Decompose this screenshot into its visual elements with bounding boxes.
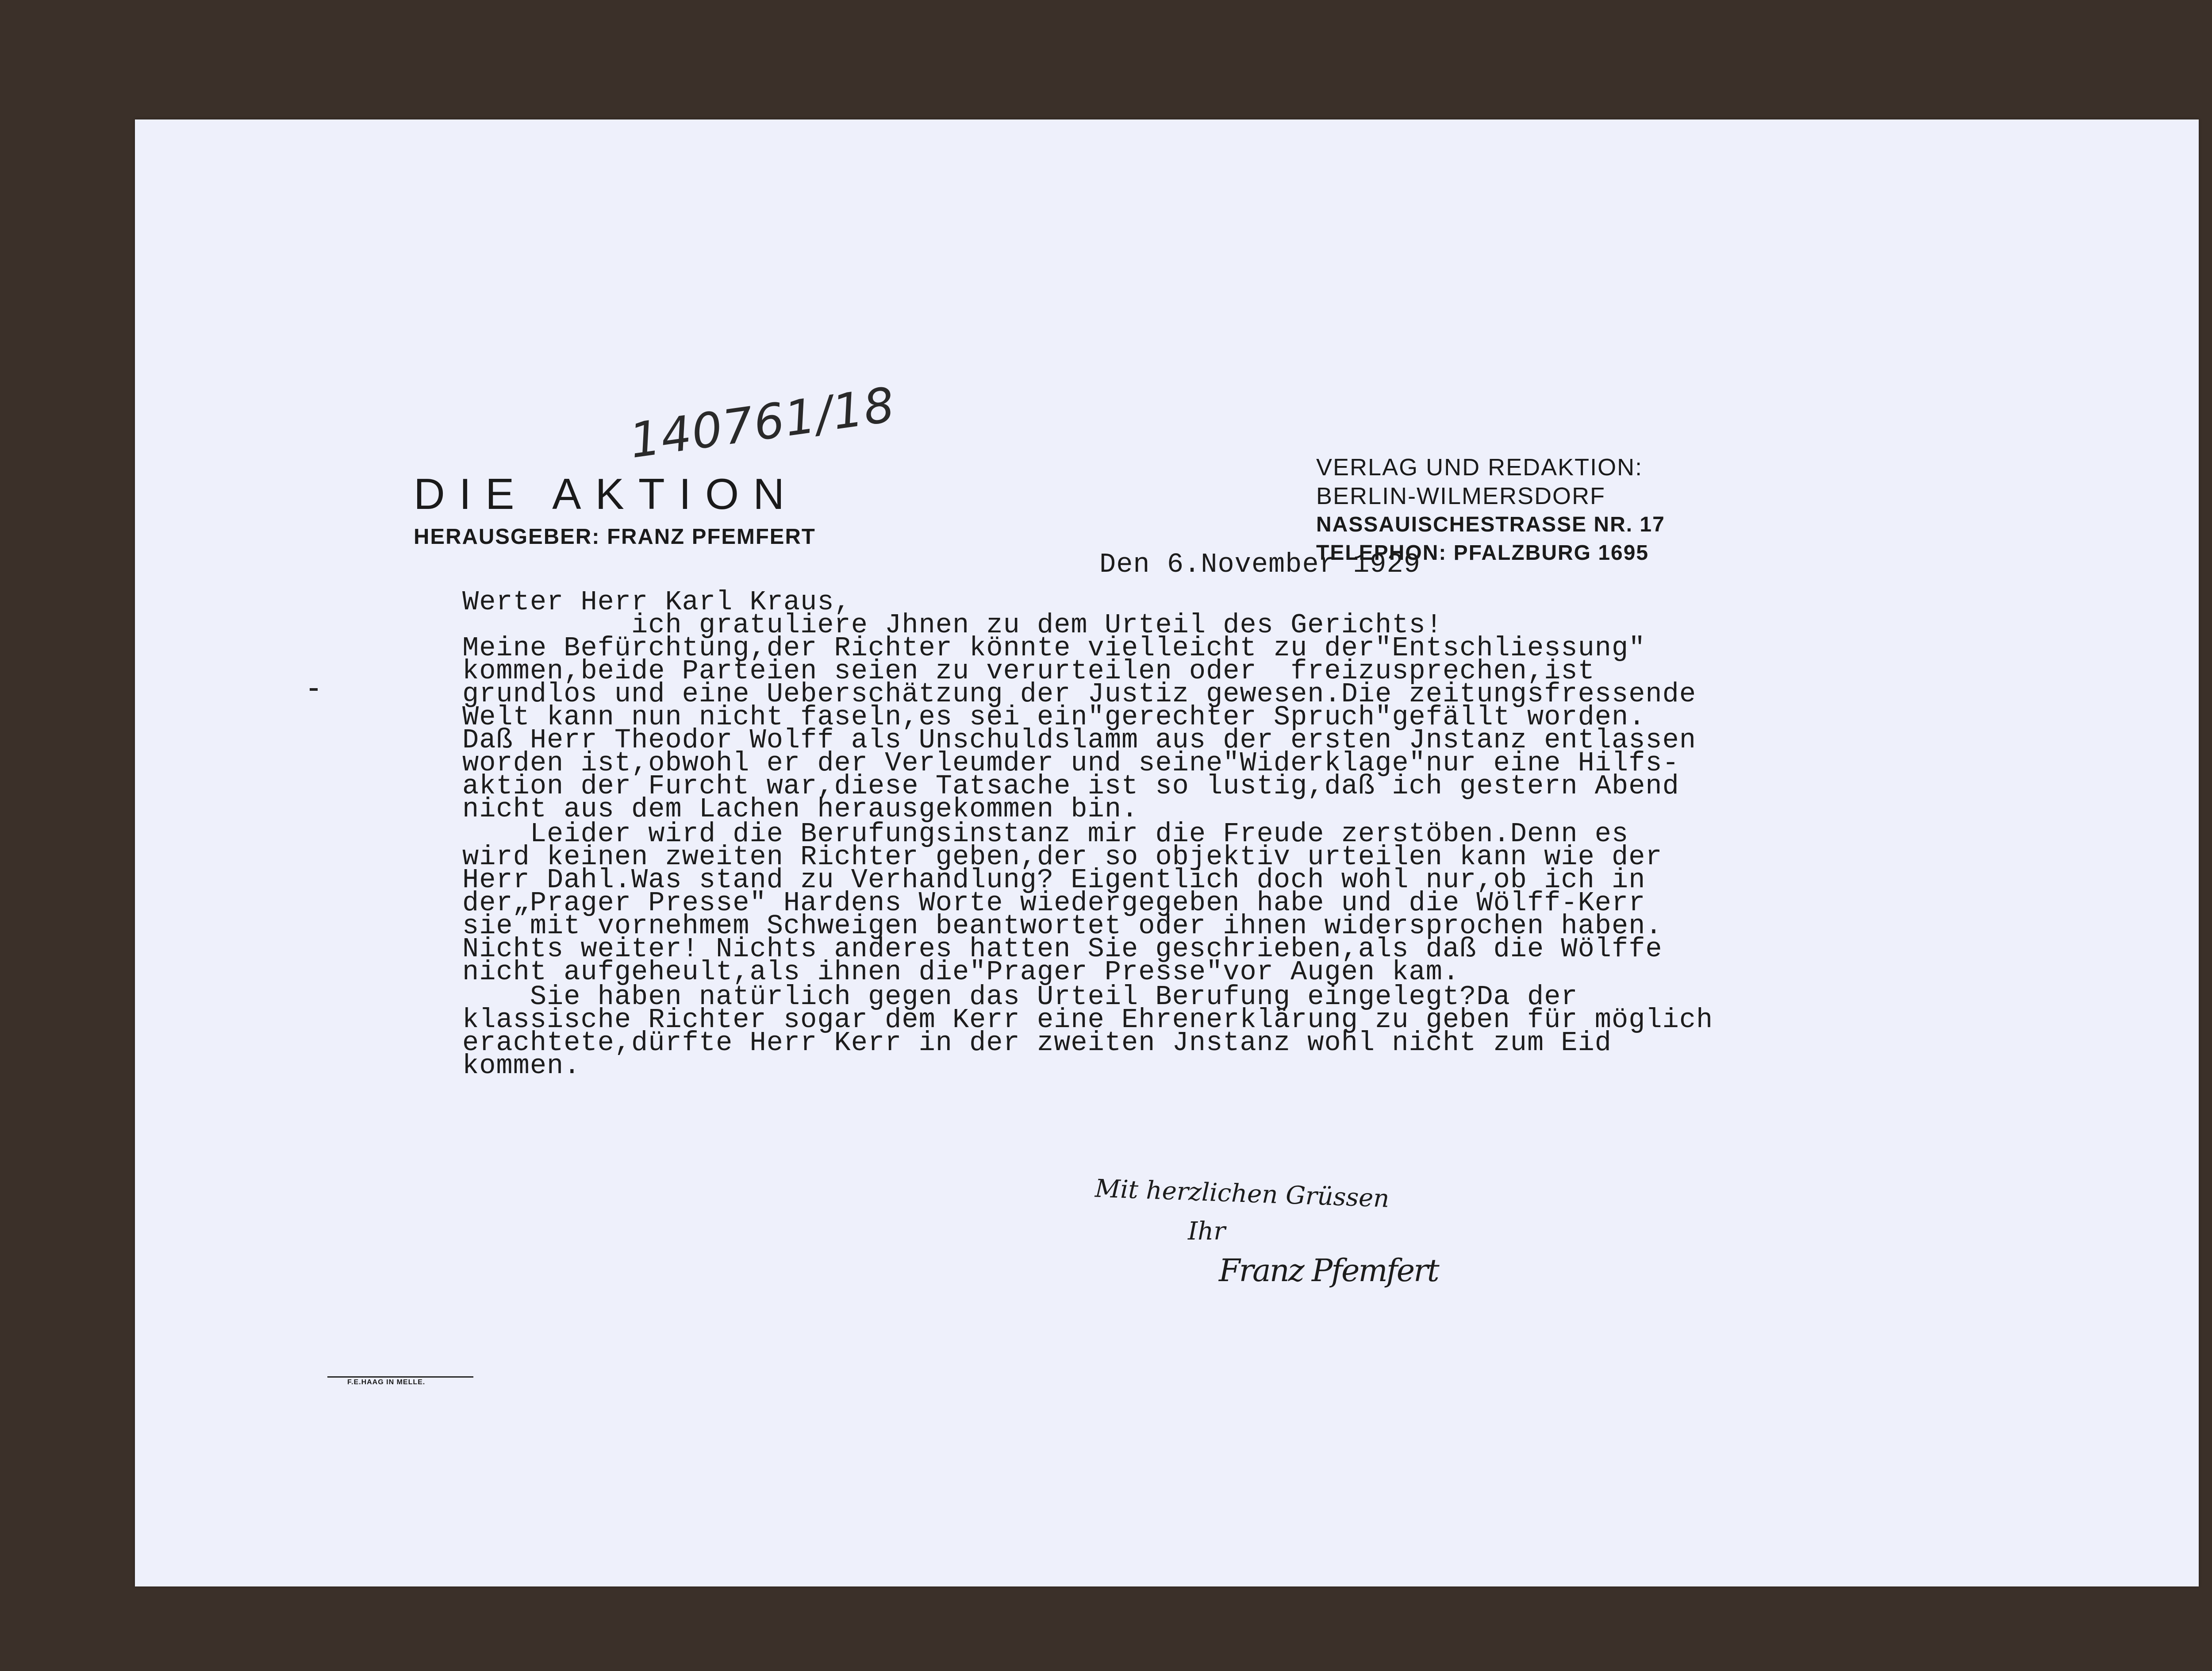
letter-date: Den 6.November 1929 <box>1099 549 1421 580</box>
letterhead-address-line: BERLIN-WILMERSDORF <box>1316 483 1606 509</box>
archive-number: 140761/18 <box>626 377 899 469</box>
letterhead-address-line: NASSAUISCHESTRASSE NR. 17 <box>1316 513 1665 536</box>
body-line: ich gratuliere Jhnen zu dem Urteil des Gerichts! <box>462 609 1443 641</box>
margin-mark <box>310 688 318 691</box>
handwritten-closing: Mit herzlichen Grüssen <box>1094 1174 1390 1213</box>
body-line: Sie haben natürlich gegen das Urteil Berufung eingelegt?Da der <box>462 981 1578 1013</box>
body-line: grundlos und eine Ueberschätzung der Justiz gewesen.Die zeitungsfressende <box>462 678 1697 710</box>
body-line: Nichts weiter! Nichts anderes hatten Sie geschrieben,als daß die Wölffe <box>462 933 1663 965</box>
body-line: erachtete,dürfte Herr Kerr in der zweiten Jnstanz wohl nicht zum Eid <box>462 1027 1612 1059</box>
body-line: nicht aufgeheult,als ihnen die"Prager Presse"vor Augen kam. <box>462 956 1460 988</box>
body-line: wird keinen zweiten Richter geben,der so objektiv urteilen kann wie der <box>462 841 1663 873</box>
body-line: sie mit vornehmem Schweigen beantwortet oder ihnen widersprochen haben. <box>462 910 1663 942</box>
body-line: kommen. <box>462 1050 581 1082</box>
handwritten-ihr: Ihr <box>1188 1217 1225 1246</box>
body-line: aktion der Furcht war,diese Tatsache ist so lustig,daß ich gestern Abend <box>462 770 1679 802</box>
letterhead-title: DIE AKTION <box>414 470 799 518</box>
body-line: klassische Richter sogar dem Kerr eine Ehrenerklärung zu geben für möglich <box>462 1004 1713 1036</box>
body-line: Herr Dahl.Was stand zu Verhandlung? Eigentlich doch wohl nur,ob ich in <box>462 864 1646 896</box>
handwritten-signature: Franz Pfemfert <box>1219 1252 1438 1289</box>
body-line: kommen,beide Parteien seien zu verurteilen oder freizusprechen,ist <box>462 655 1595 687</box>
body-line: Werter Herr Karl Kraus, <box>462 586 851 618</box>
letter-sheet <box>135 119 2199 1586</box>
body-line: nicht aus dem Lachen herausgekommen bin. <box>462 793 1139 825</box>
body-line: Daß Herr Theodor Wolff als Unschuldslamm aus der ersten Jnstanz entlassen <box>462 724 1697 756</box>
printer-imprint: F.E.HAAG IN MELLE. <box>327 1376 473 1386</box>
letterhead-address-line: TELEPHON: PFALZBURG 1695 <box>1316 541 1649 565</box>
body-line: Meine Befürchtung,der Richter könnte vielleicht zu der"Entschliessung" <box>462 632 1646 664</box>
body-line: worden ist,obwohl er der Verleumder und seine"Widerklage"nur eine Hilfs- <box>462 747 1679 779</box>
body-line: der„Prager Presse" Hardens Worte wiedergegeben habe und die Wölff-Kerr <box>462 887 1646 919</box>
letterhead-editor: HERAUSGEBER: FRANZ PFEMFERT <box>414 525 816 549</box>
letterhead-address-line: VERLAG UND REDAKTION: <box>1316 454 1643 481</box>
body-line: Leider wird die Berufungsinstanz mir die Freude zerstöben.Denn es <box>462 818 1629 850</box>
body-line: Welt kann nun nicht faseln,es sei ein"gerechter Spruch"gefällt worden. <box>462 701 1646 733</box>
